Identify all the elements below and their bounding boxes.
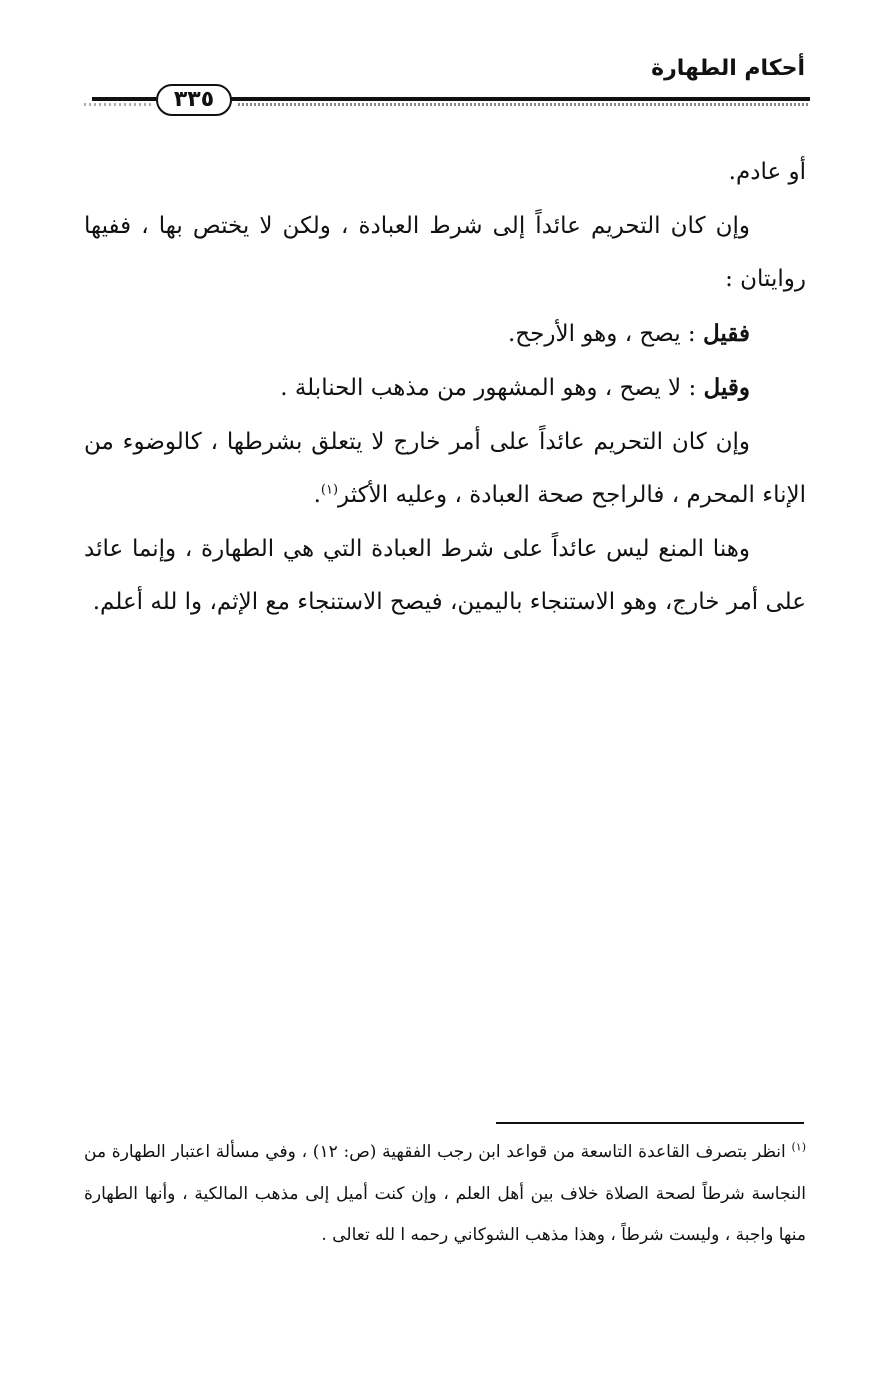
paragraph-4-rest: : لا يصح ، وهو المشهور من مذهب الحنابلة . [280,375,704,401]
footnote-reference: (١) [320,482,339,498]
paragraph-1: أو عادم. [728,159,806,185]
paragraph-5-end: . [313,482,321,508]
running-header-title: أحكام الطهارة [651,56,805,81]
paragraph-5 [84,416,806,523]
paragraph-4 [84,361,806,416]
footnote-marker: (١) [791,1140,806,1154]
paragraph-3 [84,307,806,362]
footnote-text: انظر بتصرف القاعدة التاسعة من قواعد ابن رجب الفقهية (ص: ١٢) ، وفي مسألة اعتبار الطهارة من النجاسة شرطاً لصحة الصلاة خلاف بين أهل العلم ، وإن كنت أميل إلى مذهب المالكية ، وأنها الطهارة منها واجبة ، وليست شرطاً ، وهذا مذهب الشوكاني رحمه ا لله تعالى . [84,1142,806,1245]
paragraph-5-text: وإن كان التحريم عائداً على أمر خارج لا يتعلق بشرطها ، كالوضوء من الإناء المحرم ، فالراجح صحة العبادة ، وعليه الأكثر [84,428,806,508]
header-rule-dots-left [84,103,154,106]
footnote-paragraph [84,1132,806,1257]
footnote [84,1132,806,1257]
body-text [84,146,806,630]
header-rule-dots [238,103,810,106]
paragraph-4-lead: وقيل [703,374,750,401]
page-number: ٣٣٥ [156,84,232,116]
paragraph-3-lead: فقيل [703,319,750,347]
paragraph-2: وإن كان التحريم عائداً إلى شرط العبادة ، ولكن لا يختص بها ، ففيها روايتان : [84,212,806,292]
footnote-separator [496,1122,804,1124]
paragraph-6: وهنا المنع ليس عائداً على شرط العبادة التي هي الطهارة ، وإنما عائد على أمر خارج، وهو الاستنجاء باليمين، فيصح الاستنجاء مع الإثم، وا لله أعلم. [84,535,806,615]
paragraph-3-rest: : يصح ، وهو الأرجح. [507,320,703,347]
